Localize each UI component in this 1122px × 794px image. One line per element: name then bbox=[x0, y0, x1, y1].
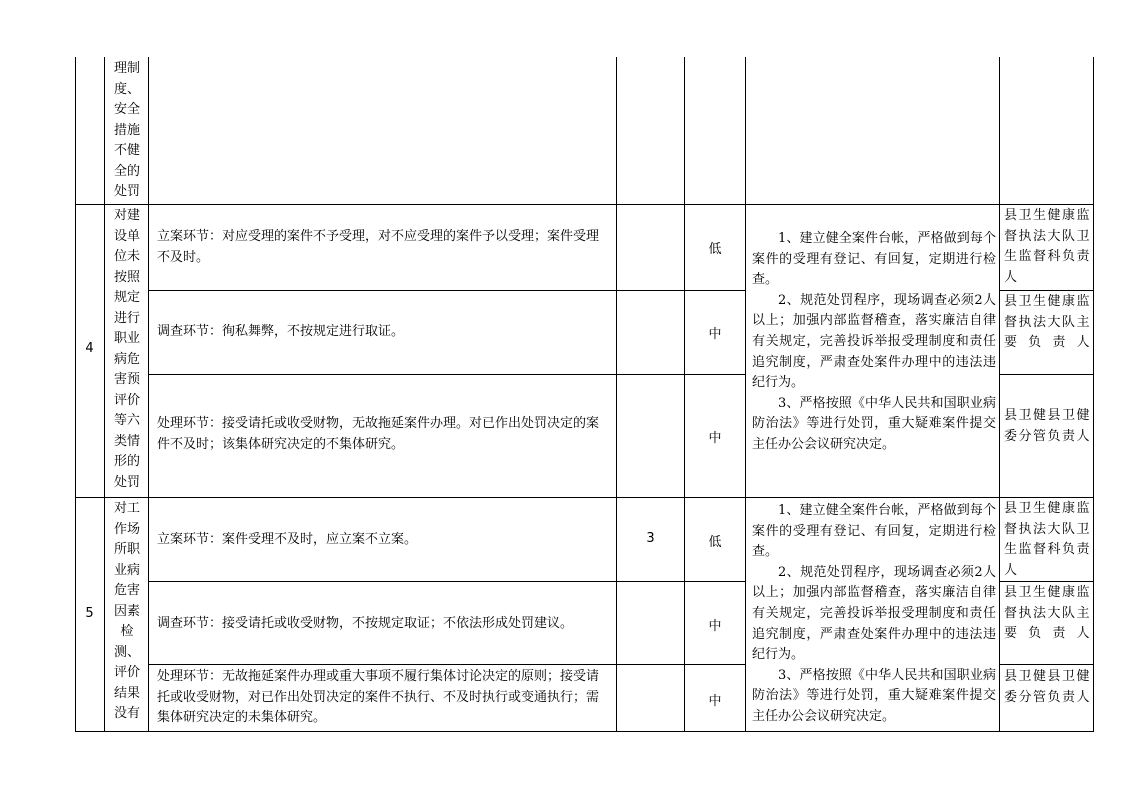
row4-responsible-2: 县卫生健康监督执法大队主要负责人 bbox=[1004, 294, 1090, 351]
row5-risk-3: 中 bbox=[708, 694, 722, 709]
row4-measure-3: 3、严格按照《中华人民共和国职业病防治法》等进行处罚，重大疑难案件提交主任办公会议研究决定。 bbox=[752, 395, 996, 452]
row5-measure-3: 3、严格按照《中华人民共和国职业病防治法》等进行处罚，重大疑难案件提交主任办公会议研究决定。 bbox=[752, 667, 996, 724]
row5-responsible-1: 县卫生健康监督执法大队卫生监督科负责人 bbox=[1004, 501, 1090, 578]
row5-risk-1: 低 bbox=[708, 535, 722, 550]
row4-measure-1: 1、建立健全案件台帐，严格做到每个案件的受理有登记、有回复，定期进行检查。 bbox=[752, 231, 996, 288]
row5-risk-2: 中 bbox=[708, 619, 722, 634]
row4-link-filing: 立案环节：对应受理的案件不予受理，对不应受理的案件予以受理；案件受理不及时。 bbox=[157, 229, 600, 265]
row4-link-investigation: 调查环节：徇私舞弊，不按规定进行取证。 bbox=[157, 324, 405, 339]
row5-link-handling: 处理环节：无故拖延案件办理或重大事项不履行集体讨论决定的原则；接受请托或收受财物，对已作出处罚决定的案件不执行、不及时执行或变通执行；需集体研究决定的未集体研究。 bbox=[157, 669, 600, 725]
row5-responsible-2: 县卫生健康监督执法大队主要负责人 bbox=[1004, 585, 1090, 642]
row5-count: 3 bbox=[646, 531, 655, 546]
row5-number: 5 bbox=[85, 606, 94, 621]
row3-item-text: 理制度、安全措施不健全的处罚 bbox=[113, 61, 140, 199]
row5-measure-1: 1、建立健全案件台帐，严格做到每个案件的受理有登记、有回复，定期进行检查。 bbox=[752, 503, 996, 560]
row4-risk-1: 低 bbox=[708, 242, 722, 257]
row4-number: 4 bbox=[85, 341, 94, 356]
row4-risk-2: 中 bbox=[708, 327, 722, 342]
row4-responsible-3: 县卫健县卫健委分管负责人 bbox=[1004, 408, 1090, 444]
row4-link-handling: 处理环节：接受请托或收受财物，无故拖延案件办理。对已作出处罚决定的案件不及时；该集体研究决定的不集体研究。 bbox=[157, 416, 600, 452]
row5-link-filing: 立案环节：案件受理不及时，应立案不立案。 bbox=[157, 532, 418, 547]
row5-item-text: 对工作场所职业病危害因素检测、评价结果没有 bbox=[113, 501, 140, 721]
row4-responsible-1: 县卫生健康监督执法大队卫生监督科负责人 bbox=[1004, 208, 1090, 285]
row5-link-investigation: 调查环节：接受请托或收受财物，不按规定取证；不依法形成处罚建议。 bbox=[157, 616, 574, 631]
row4-item-text: 对建设单位未按照规定进行职业病危害预评价等六类情形的处罚 bbox=[113, 208, 140, 490]
row5-measure-2: 2、规范处罚程序，现场调查必须2人以上；加强内部监督稽查，落实廉洁自律有关规定，完善投诉举报受理制度和责任追究制度，严肃查处案件办理中的违法违纪行为。 bbox=[752, 564, 996, 663]
row5-responsible-3: 县卫健县卫健委分管负责人 bbox=[1004, 669, 1090, 705]
row5-measures bbox=[752, 501, 996, 728]
row4-measures bbox=[752, 229, 996, 456]
row4-risk-3: 中 bbox=[708, 431, 722, 446]
row4-measure-2: 2、规范处罚程序，现场调查必须2人以上；加强内部监督稽查，落实廉洁自律有关规定，完善投诉举报受理制度和责任追究制度，严肃查处案件办理中的违法违纪行为。 bbox=[752, 292, 996, 391]
